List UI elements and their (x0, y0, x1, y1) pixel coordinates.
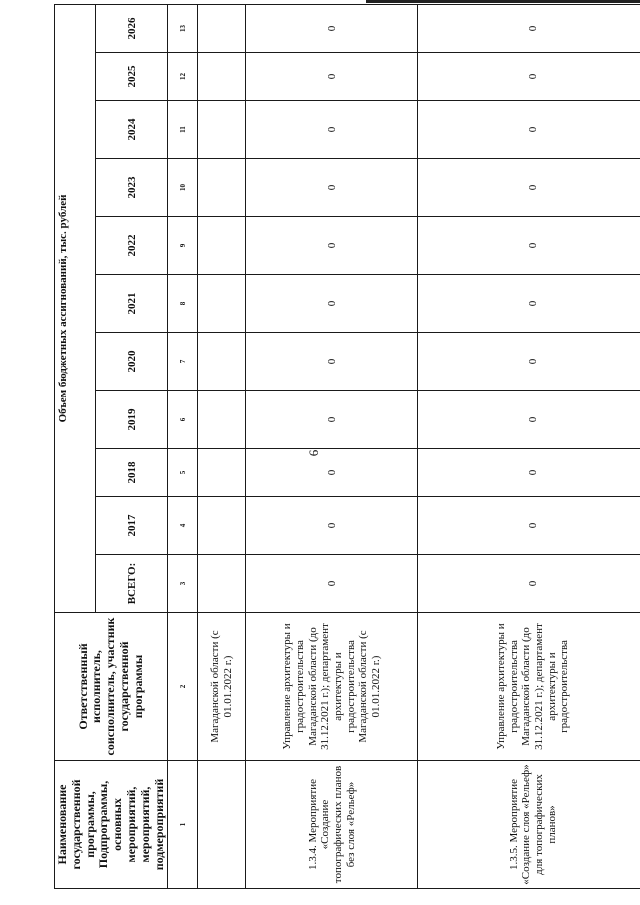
table-row (198, 4, 246, 888)
row-value (198, 101, 246, 159)
row-value: 0 (418, 217, 640, 275)
row-value: 0 (246, 391, 418, 449)
header-year: 2018 (96, 449, 168, 497)
column-number: 3 (168, 555, 198, 613)
header-budget-title: Объем бюджетных ассигнований, тыс. рублей (55, 4, 96, 612)
table-row (246, 4, 418, 888)
header-total: ВСЕГО: (96, 555, 168, 613)
column-number: 13 (168, 4, 198, 52)
budget-table (54, 4, 640, 889)
header-year: 2021 (96, 275, 168, 333)
header-year: 2019 (96, 391, 168, 449)
row-value: 0 (418, 333, 640, 391)
header-year: 2024 (96, 101, 168, 159)
row-name (198, 761, 246, 889)
row-name: 1.3.4. Мероприятие «Создание топографических планов без слоя «Рельеф» (246, 761, 418, 889)
column-number: 1 (168, 761, 198, 889)
column-number: 2 (168, 613, 198, 761)
page-number: 6 (306, 449, 321, 457)
column-number: 7 (168, 333, 198, 391)
row-value (198, 449, 246, 497)
row-value: 0 (418, 275, 640, 333)
row-value: 0 (246, 4, 418, 52)
row-value (198, 53, 246, 101)
column-number: 4 (168, 497, 198, 555)
row-value: 0 (246, 53, 418, 101)
header-year: 2017 (96, 497, 168, 555)
row-name: 1.3.5. Мероприятие «Создание слоя «Рельеф» для топографических планов» (418, 761, 640, 889)
row-value (198, 391, 246, 449)
row-value: 0 (418, 497, 640, 555)
header-year: 2023 (96, 159, 168, 217)
row-executor: Управление архитектуры и градостроительства Магаданской области (до 31.12.2021 г.); департамент архитектуры и градостроительства Магаданской области (с 01.01.2022 г.) (246, 613, 418, 761)
row-value (198, 497, 246, 555)
rotated-table-container (54, 5, 616, 889)
row-value (198, 159, 246, 217)
row-executor: Магаданской области (с 01.01.2022 г.) (198, 613, 246, 761)
row-value: 0 (246, 101, 418, 159)
column-number: 9 (168, 217, 198, 275)
row-value (198, 4, 246, 52)
header-row-1 (55, 4, 96, 888)
row-value: 0 (418, 555, 640, 613)
row-value: 0 (418, 53, 640, 101)
row-value: 0 (418, 101, 640, 159)
header-year: 2020 (96, 333, 168, 391)
column-number-row (168, 4, 198, 888)
row-value: 0 (246, 217, 418, 275)
column-number: 5 (168, 449, 198, 497)
header-executor: Ответственный исполнитель, соисполнитель, участник государственной программы (55, 613, 168, 761)
row-value (198, 555, 246, 613)
header-name: Наименование государственной программы, Подпрограммы, основных мероприятий, мероприятий, подмероприятий (55, 761, 168, 889)
column-number: 8 (168, 275, 198, 333)
column-number: 10 (168, 159, 198, 217)
row-value: 0 (418, 4, 640, 52)
row-value: 0 (246, 497, 418, 555)
row-value: 0 (246, 159, 418, 217)
column-number: 11 (168, 101, 198, 159)
row-value (198, 333, 246, 391)
row-value: 0 (246, 275, 418, 333)
row-value: 0 (246, 555, 418, 613)
top-rule (366, 0, 640, 3)
table-row (418, 4, 640, 888)
row-executor: Управление архитектуры и градостроительства Магаданской области (до 31.12.2021 г.); департамент архитектуры и градостроительства (418, 613, 640, 761)
column-number: 6 (168, 391, 198, 449)
row-value: 0 (246, 449, 418, 497)
row-value (198, 275, 246, 333)
column-number: 12 (168, 53, 198, 101)
row-value (198, 217, 246, 275)
header-year: 2022 (96, 217, 168, 275)
row-value: 0 (418, 391, 640, 449)
row-value: 0 (246, 333, 418, 391)
header-year: 2026 (96, 4, 168, 52)
header-year: 2025 (96, 53, 168, 101)
row-value: 0 (418, 159, 640, 217)
row-value: 0 (418, 449, 640, 497)
